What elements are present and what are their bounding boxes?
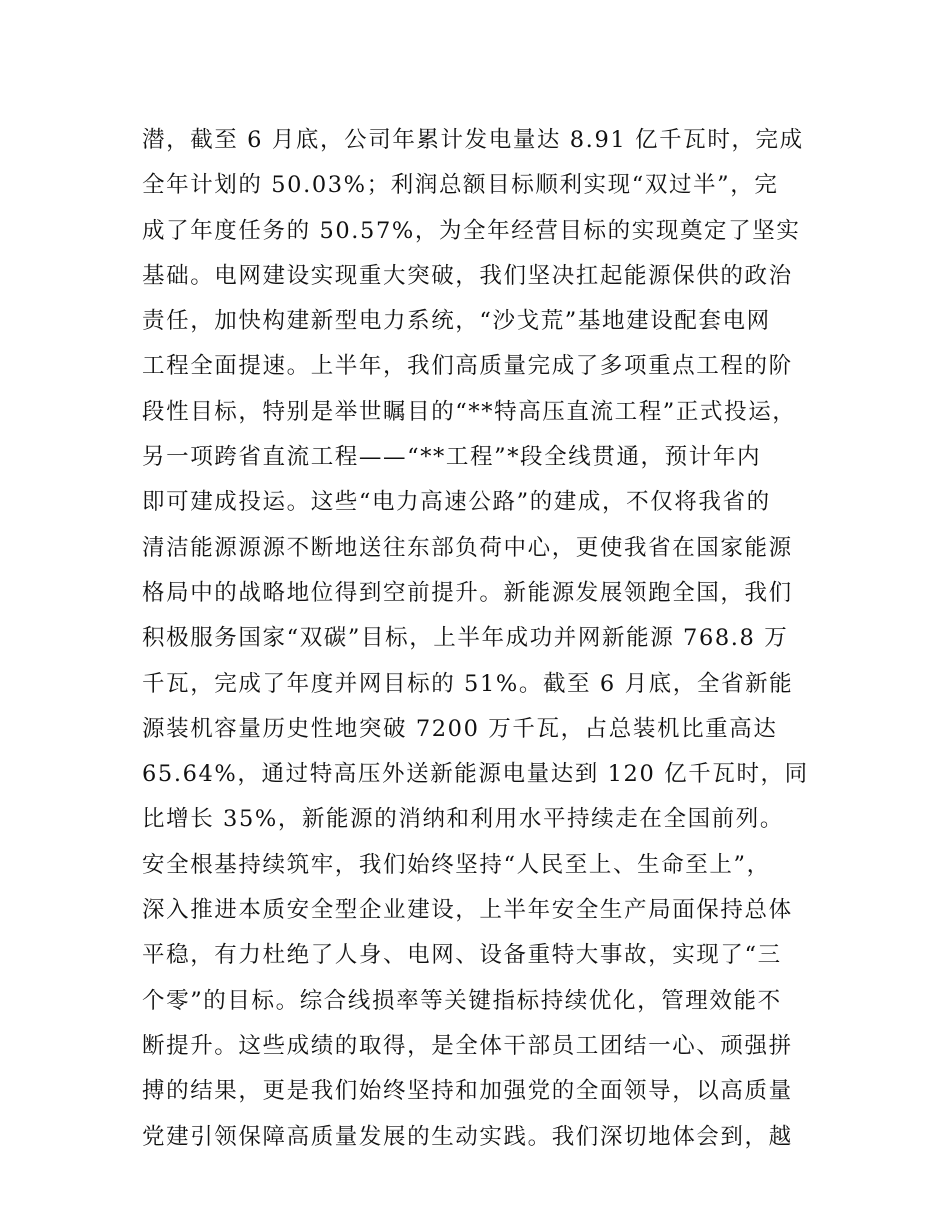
text-line: 平稳，有力杜绝了人身、电网、设备重特大事故，实现了“三 — [142, 942, 782, 969]
text-line: 成了年度任务的 50.57%，为全年经营目标的实现奠定了坚实 — [142, 217, 801, 244]
text-line: 另一项跨省直流工程——“**工程”*段全线贯通，预计年内 — [142, 444, 762, 471]
text-line: 65.64%，通过特高压外送新能源电量达到 120 亿千瓦时，同 — [142, 761, 809, 788]
text-line: 基础。电网建设实现重大突破，我们坚决扛起能源保供的政治 — [142, 262, 793, 289]
text-line: 清洁能源源源不断地送往东部负荷中心，更使我省在国家能源 — [142, 534, 793, 561]
text-line: 积极服务国家“双碳”目标，上半年成功并网新能源 768.8 万 — [142, 625, 789, 652]
text-line: 千瓦，完成了年度并网目标的 51%。截至 6 月底，全省新能 — [142, 670, 794, 697]
text-line: 责任，加快构建新型电力系统，“沙戈荒”基地建设配套电网 — [142, 308, 771, 335]
text-line: 个零”的目标。综合线损率等关键指标持续优化，管理效能不 — [142, 987, 782, 1014]
text-line: 比增长 35%，新能源的消纳和利用水平持续走在全国前列。 — [142, 806, 784, 833]
text-line: 断提升。这些成绩的取得，是全体干部员工团结一心、顽强拼 — [142, 1032, 793, 1059]
text-line: 即可建成投运。这些“电力高速公路”的建成，不仅将我省的 — [142, 489, 771, 516]
text-line: 段性目标，特别是举世瞩目的“**特高压直流工程”正式投运， — [142, 398, 797, 425]
text-line: 潜，截至 6 月底，公司年累计发电量达 8.91 亿千瓦时，完成 — [142, 127, 804, 153]
text-line: 党建引领保障高质量发展的生动实践。我们深切地体会到，越 — [142, 1123, 793, 1150]
text-line: 安全根基持续筑牢，我们始终坚持“人民至上、生命至上”， — [142, 851, 771, 878]
text-line: 搏的结果，更是我们始终坚持和加强党的全面领导，以高质量 — [142, 1078, 793, 1105]
text-line: 格局中的战略地位得到空前提升。新能源发展领跑全国，我们 — [142, 579, 793, 606]
text-line: 源装机容量历史性地突破 7200 万千瓦，占总装机比重高达 — [142, 715, 778, 742]
text-line: 深入推进本质安全型企业建设，上半年安全生产局面保持总体 — [142, 897, 793, 924]
text-line: 工程全面提速。上半年，我们高质量完成了多项重点工程的阶 — [142, 353, 793, 380]
body-paragraph — [142, 118, 832, 1160]
text-line: 全年计划的 50.03%；利润总额目标顺利实现“双过半”，完 — [142, 172, 779, 199]
